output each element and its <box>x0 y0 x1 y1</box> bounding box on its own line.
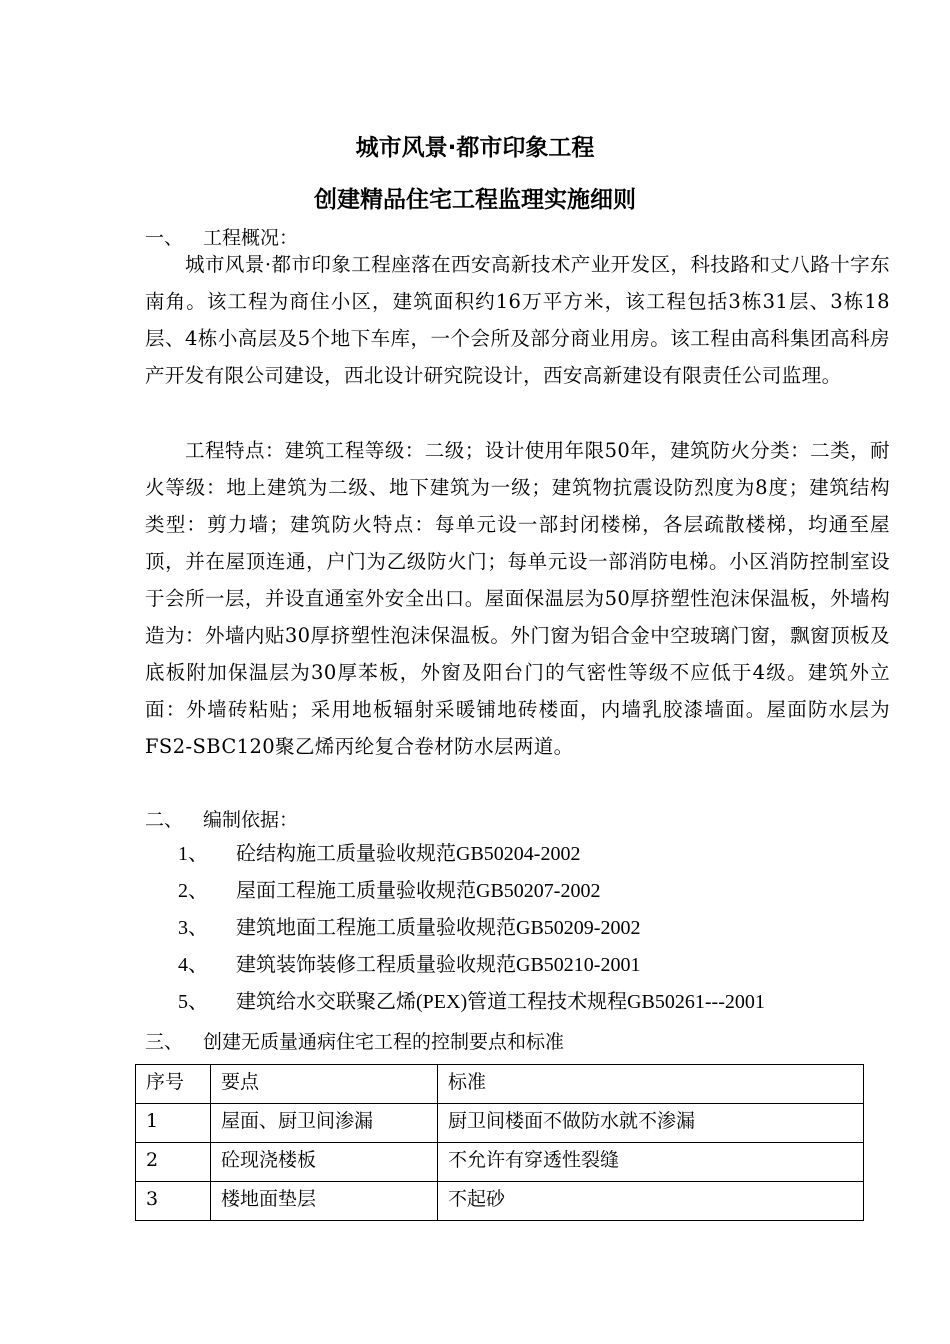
list-item-number: 5、 <box>178 991 208 1013</box>
list-item-text: 屋面工程施工质量验收规范GB50207-2002 <box>236 880 601 902</box>
table-cell: 屋面、厨卫间渗漏 <box>211 1104 438 1143</box>
table-cell: 不起砂 <box>438 1182 864 1221</box>
table-row <box>136 1182 864 1221</box>
section-number: 一、 <box>145 227 184 249</box>
list-item-text: 砼结构施工质量验收规范GB50204-2002 <box>236 843 581 865</box>
list-item <box>178 947 765 984</box>
list-item-number: 4、 <box>178 954 208 976</box>
list-item <box>178 984 765 1021</box>
list-item <box>178 873 765 910</box>
document-title: 城市风景·都市印象工程 <box>355 135 595 161</box>
list-item-number: 1、 <box>178 843 208 865</box>
standards-list <box>178 836 765 1021</box>
table-header-row <box>136 1065 864 1104</box>
table-row <box>136 1104 864 1143</box>
table-cell: 不允许有穿透性裂缝 <box>438 1143 864 1182</box>
list-item-text: 建筑给水交联聚乙烯(PEX)管道工程技术规程GB50261---2001 <box>236 991 765 1013</box>
table-header-cell: 序号 <box>136 1065 211 1104</box>
features-paragraph: 工程特点：建筑工程等级：二级；设计使用年限50年，建筑防火分类：二类，耐火等级：地上建筑为二级、地下建筑为一级；建筑物抗震设防烈度为8度；建筑结构类型：剪力墙；建筑防火特点：每单元设一部封闭楼梯，各层疏散楼梯，均通至屋顶，并在屋顶连通，户门为乙级防火门；每单元设一部消防电梯。小区消防控制室设于会所一层，并设直通室外安全出口。屋面保温层为50厚挤塑性泡沫保温板，外墙构造为：外墙内贴30厚挤塑性泡沫保温板。外门窗为铝合金中空玻璃门窗，飘窗顶板及底板附加保温层为30厚苯板，外窗及阳台门的气密性等级不应低于4级。建筑外立面：外墙砖粘贴；采用地板辐射采暖铺地砖楼面，内墙乳胶漆墙面。屋面防水层为FS2-SBC120聚乙烯丙纶复合卷材防水层两道。 <box>145 439 890 758</box>
table-cell: 砼现浇楼板 <box>211 1143 438 1182</box>
section-number: 三、 <box>145 1031 184 1053</box>
table-cell: 1 <box>136 1104 211 1143</box>
section-heading-3 <box>145 1030 564 1054</box>
list-item <box>178 836 765 873</box>
section-title: 创建无质量通病住宅工程的控制要点和标准 <box>203 1031 565 1053</box>
section-title: 工程概况： <box>203 227 299 249</box>
section-heading-2 <box>145 808 298 832</box>
control-standards-table <box>135 1064 864 1221</box>
list-item-number: 3、 <box>178 917 208 939</box>
section-title: 编制依据： <box>203 809 299 831</box>
table-header-cell: 要点 <box>211 1065 438 1104</box>
section-number: 二、 <box>145 809 184 831</box>
table-cell: 2 <box>136 1143 211 1182</box>
table-header-cell: 标准 <box>438 1065 864 1104</box>
list-item-text: 建筑装饰装修工程质量验收规范GB50210-2001 <box>236 954 641 976</box>
table-row <box>136 1143 864 1182</box>
list-item-text: 建筑地面工程施工质量验收规范GB50209-2002 <box>236 917 641 939</box>
list-item <box>178 910 765 947</box>
table-cell: 3 <box>136 1182 211 1221</box>
overview-paragraph: 城市风景·都市印象工程座落在西安高新技术产业开发区，科技路和丈八路十字东南角。该工程为商住小区，建筑面积约16万平方米，该工程包括3栋31层、3栋18层、4栋小高层及5个地下车库，一个会所及部分商业用房。该工程由高科集团高科房产开发有限公司建设，西北设计研究院设计，西安高新建设有限责任公司监理。 <box>145 253 890 387</box>
table-cell: 厨卫间楼面不做防水就不渗漏 <box>438 1104 864 1143</box>
list-item-number: 2、 <box>178 880 208 902</box>
table-cell: 楼地面垫层 <box>211 1182 438 1221</box>
document-subtitle: 创建精品住宅工程监理实施细则 <box>314 187 636 213</box>
